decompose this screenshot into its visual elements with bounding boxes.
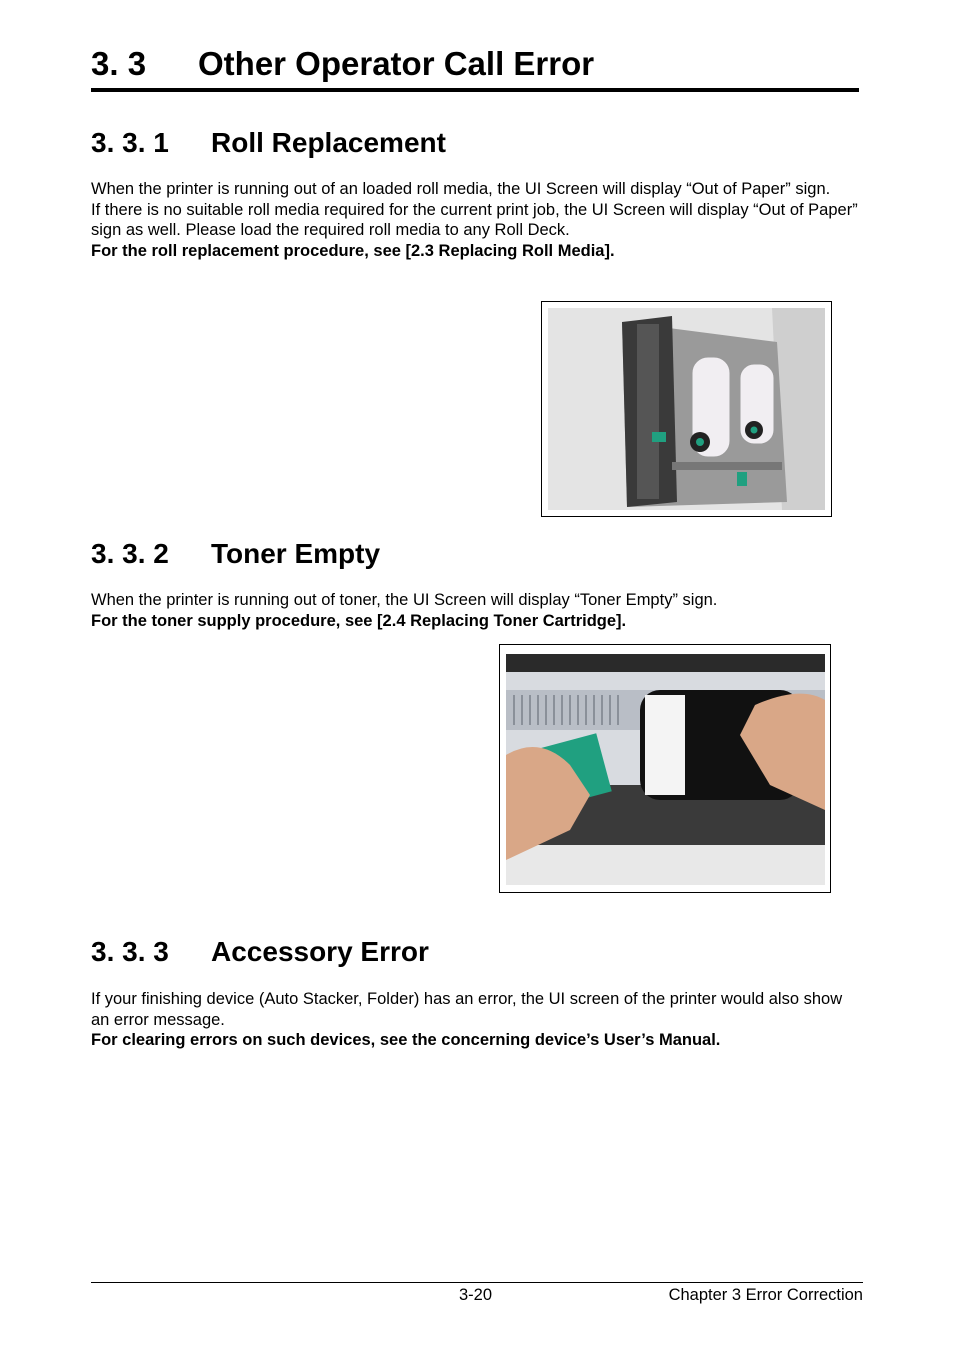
toner-cartridge-photo — [499, 644, 831, 893]
subsection-number: 3. 3. 2 — [91, 538, 169, 569]
procedure-reference: For clearing errors on such devices, see the concerning device’s User’s Manual. — [91, 1031, 721, 1049]
subsection-title: Toner Empty — [211, 538, 381, 569]
accessory-error-body — [91, 989, 861, 1051]
subsection-heading-accessory-error — [91, 935, 429, 969]
subsection-heading-roll-replacement — [91, 126, 446, 160]
section-title: Other Operator Call Error — [198, 45, 595, 82]
toner-empty-body — [91, 590, 861, 631]
page-number: 3-20 — [459, 1286, 493, 1304]
roll-replacement-body — [91, 179, 861, 261]
subsection-number: 3. 3. 3 — [91, 936, 169, 967]
roll-deck-photo — [541, 301, 832, 517]
procedure-reference: For the roll replacement procedure, see [2.3 Replacing Roll Media]. — [91, 241, 615, 260]
paragraph: If your finishing device (Auto Stacker, Folder) has an error, the UI screen of the printer would also show an error message. — [91, 990, 843, 1029]
roll-deck-illustration — [542, 302, 831, 516]
subsection-heading-toner-empty — [91, 537, 380, 571]
subsection-title: Roll Replacement — [211, 127, 446, 158]
paragraph: When the printer is running out of toner, the UI Screen will display “Toner Empty” sign. — [91, 591, 718, 609]
footer-divider — [91, 1282, 863, 1283]
paragraph: If there is no suitable roll media required for the current print job, the UI Screen will display “Out of Paper” sign as well. Please load the required roll media to any Roll Deck. — [91, 200, 858, 239]
paragraph: When the printer is running out of an loaded roll media, the UI Screen will display “Out of Paper” sign. — [91, 180, 831, 198]
subsection-number: 3. 3. 1 — [91, 127, 169, 158]
subsection-title: Accessory Error — [211, 936, 429, 967]
chapter-label: Chapter 3 Error Correction — [668, 1286, 863, 1304]
procedure-reference: For the toner supply procedure, see [2.4 Replacing Toner Cartridge]. — [91, 611, 627, 630]
section-number: 3. 3 — [91, 45, 147, 82]
section-heading — [91, 40, 859, 92]
toner-cartridge-illustration — [500, 645, 830, 892]
